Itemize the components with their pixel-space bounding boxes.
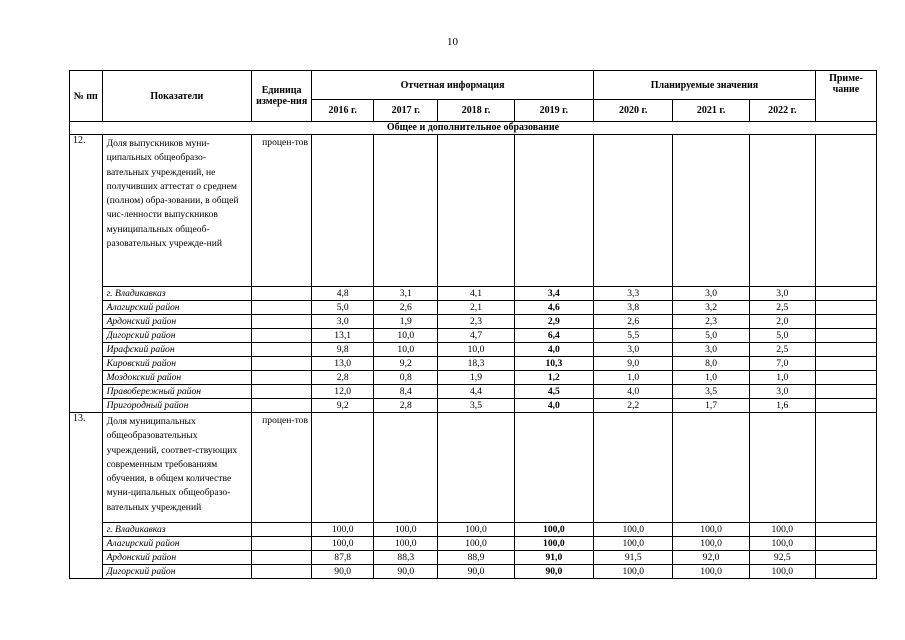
header-num: № пп [70, 71, 103, 122]
district-name: Ирафский район [102, 343, 252, 357]
district-unit-cell [252, 523, 312, 537]
value-cell: 18,3 [438, 357, 514, 371]
indicator-unit: процен-тов [252, 135, 312, 287]
district-name: Кировский район [102, 357, 252, 371]
empty-cell [374, 135, 438, 287]
value-cell: 2,9 [514, 315, 593, 329]
value-cell: 100,0 [749, 523, 815, 537]
value-cell: 3,0 [749, 287, 815, 301]
value-cell: 3,0 [594, 343, 673, 357]
value-cell: 2,0 [749, 315, 815, 329]
value-cell: 3,5 [673, 385, 749, 399]
value-cell: 1,0 [594, 371, 673, 385]
note-cell [815, 357, 876, 371]
value-cell: 9,2 [374, 357, 438, 371]
note-cell [815, 329, 876, 343]
district-row [70, 329, 877, 343]
value-cell: 8,4 [374, 385, 438, 399]
value-cell: 2,8 [374, 399, 438, 413]
note-cell [815, 399, 876, 413]
section-row [70, 122, 877, 135]
header-year: 2018 г. [438, 100, 514, 122]
district-unit-cell [252, 399, 312, 413]
empty-cell [749, 413, 815, 523]
value-cell: 1,0 [749, 371, 815, 385]
district-name: Ардонский район [102, 551, 252, 565]
value-cell: 87,8 [312, 551, 374, 565]
value-cell: 3,4 [514, 287, 593, 301]
district-name: г. Владикавказ [102, 287, 252, 301]
district-row [70, 343, 877, 357]
empty-cell [815, 135, 876, 287]
value-cell: 5,0 [312, 301, 374, 315]
header-note: Приме-чание [815, 71, 876, 122]
value-cell: 100,0 [438, 523, 514, 537]
district-name: Правобережный район [102, 385, 252, 399]
empty-cell [749, 135, 815, 287]
value-cell: 10,0 [374, 329, 438, 343]
value-cell: 13,1 [312, 329, 374, 343]
empty-cell [594, 135, 673, 287]
value-cell: 2,3 [673, 315, 749, 329]
district-name: Алагирский район [102, 301, 252, 315]
value-cell: 0,8 [374, 371, 438, 385]
value-cell: 100,0 [312, 537, 374, 551]
value-cell: 3,2 [673, 301, 749, 315]
value-cell: 91,0 [514, 551, 593, 565]
value-cell: 10,3 [514, 357, 593, 371]
value-cell: 4,1 [438, 287, 514, 301]
indicator-row [70, 413, 877, 523]
district-row [70, 523, 877, 537]
header-year: 2017 г. [374, 100, 438, 122]
value-cell: 3,0 [673, 343, 749, 357]
value-cell: 10,0 [438, 343, 514, 357]
header-year: 2016 г. [312, 100, 374, 122]
district-name: Алагирский район [102, 537, 252, 551]
value-cell: 3,0 [749, 385, 815, 399]
value-cell: 88,9 [438, 551, 514, 565]
indicator-number: 13. [70, 413, 103, 579]
value-cell: 4,8 [312, 287, 374, 301]
value-cell: 2,1 [438, 301, 514, 315]
district-unit-cell [252, 537, 312, 551]
indicator-description: Доля выпускников муни-ципальных общеобразо-вательных учреждений, не получивших аттестат о среднем (полном) обра-зовании, в общей чис-ленности выпускников муниципальных общеоб-разовательных учрежде-ний [102, 135, 252, 287]
value-cell: 1,6 [749, 399, 815, 413]
empty-cell [438, 413, 514, 523]
empty-cell [815, 413, 876, 523]
page-number: 10 [447, 36, 458, 48]
district-unit-cell [252, 385, 312, 399]
district-row [70, 385, 877, 399]
value-cell: 90,0 [374, 565, 438, 579]
section-title: Общее и дополнительное образование [70, 122, 877, 135]
indicator-unit: процен-тов [252, 413, 312, 523]
value-cell: 1,2 [514, 371, 593, 385]
note-cell [815, 371, 876, 385]
value-cell: 5,0 [749, 329, 815, 343]
empty-cell [312, 135, 374, 287]
empty-cell [438, 135, 514, 287]
empty-cell [374, 413, 438, 523]
note-cell [815, 343, 876, 357]
value-cell: 100,0 [514, 537, 593, 551]
indicator-number: 12. [70, 135, 103, 413]
value-cell: 100,0 [312, 523, 374, 537]
district-unit-cell [252, 357, 312, 371]
district-unit-cell [252, 551, 312, 565]
empty-cell [312, 413, 374, 523]
value-cell: 3,0 [312, 315, 374, 329]
district-row [70, 399, 877, 413]
value-cell: 4,0 [594, 385, 673, 399]
empty-cell [514, 135, 593, 287]
indicators-table [69, 70, 877, 579]
value-cell: 2,8 [312, 371, 374, 385]
indicator-row [70, 135, 877, 287]
value-cell: 2,6 [594, 315, 673, 329]
value-cell: 10,0 [374, 343, 438, 357]
empty-cell [514, 413, 593, 523]
empty-cell [594, 413, 673, 523]
value-cell: 5,5 [594, 329, 673, 343]
value-cell: 1,7 [673, 399, 749, 413]
empty-cell [673, 135, 749, 287]
value-cell: 100,0 [749, 565, 815, 579]
value-cell: 12,0 [312, 385, 374, 399]
value-cell: 90,0 [514, 565, 593, 579]
district-unit-cell [252, 287, 312, 301]
note-cell [815, 523, 876, 537]
district-unit-cell [252, 565, 312, 579]
note-cell [815, 565, 876, 579]
note-cell [815, 385, 876, 399]
value-cell: 92,5 [749, 551, 815, 565]
value-cell: 100,0 [673, 537, 749, 551]
value-cell: 9,2 [312, 399, 374, 413]
value-cell: 3,5 [438, 399, 514, 413]
header-year: 2019 г. [514, 100, 593, 122]
value-cell: 3,1 [374, 287, 438, 301]
district-unit-cell [252, 329, 312, 343]
district-row [70, 371, 877, 385]
value-cell: 5,0 [673, 329, 749, 343]
value-cell: 1,0 [673, 371, 749, 385]
value-cell: 3,0 [673, 287, 749, 301]
note-cell [815, 537, 876, 551]
value-cell: 2,5 [749, 301, 815, 315]
value-cell: 9,0 [594, 357, 673, 371]
header-unit: Единица измере-ния [252, 71, 312, 122]
value-cell: 2,6 [374, 301, 438, 315]
district-row [70, 357, 877, 371]
value-cell: 1,9 [438, 371, 514, 385]
district-row [70, 287, 877, 301]
header-planned: Планируемые значения [594, 71, 816, 100]
value-cell: 13,0 [312, 357, 374, 371]
value-cell: 100,0 [374, 537, 438, 551]
value-cell: 1,9 [374, 315, 438, 329]
district-name: Дигорский район [102, 329, 252, 343]
header-indicator: Показатели [102, 71, 252, 122]
value-cell: 4,0 [514, 343, 593, 357]
value-cell: 100,0 [673, 523, 749, 537]
value-cell: 6,4 [514, 329, 593, 343]
note-cell [815, 287, 876, 301]
value-cell: 2,3 [438, 315, 514, 329]
district-name: Моздокский район [102, 371, 252, 385]
header-year: 2022 г. [749, 100, 815, 122]
value-cell: 88,3 [374, 551, 438, 565]
value-cell: 100,0 [594, 523, 673, 537]
district-row [70, 565, 877, 579]
value-cell: 3,8 [594, 301, 673, 315]
value-cell: 4,4 [438, 385, 514, 399]
value-cell: 2,5 [749, 343, 815, 357]
district-name: г. Владикавказ [102, 523, 252, 537]
empty-cell [673, 413, 749, 523]
value-cell: 100,0 [594, 537, 673, 551]
value-cell: 90,0 [312, 565, 374, 579]
district-name: Пригородный район [102, 399, 252, 413]
district-row [70, 301, 877, 315]
value-cell: 92,0 [673, 551, 749, 565]
value-cell: 4,5 [514, 385, 593, 399]
district-unit-cell [252, 315, 312, 329]
district-unit-cell [252, 343, 312, 357]
value-cell: 100,0 [374, 523, 438, 537]
value-cell: 100,0 [749, 537, 815, 551]
district-unit-cell [252, 371, 312, 385]
district-unit-cell [252, 301, 312, 315]
value-cell: 90,0 [438, 565, 514, 579]
value-cell: 100,0 [514, 523, 593, 537]
district-row [70, 537, 877, 551]
value-cell: 4,0 [514, 399, 593, 413]
district-name: Ардонский район [102, 315, 252, 329]
value-cell: 4,7 [438, 329, 514, 343]
value-cell: 91,5 [594, 551, 673, 565]
value-cell: 100,0 [594, 565, 673, 579]
value-cell: 100,0 [438, 537, 514, 551]
indicator-description: Доля муниципальных общеобразовательных учреждений, соответ-ствующих современным требованиям обучения, в общем количестве муни-ципальных общеобразо-вательных учреждений [102, 413, 252, 523]
note-cell [815, 315, 876, 329]
value-cell: 7,0 [749, 357, 815, 371]
value-cell: 8,0 [673, 357, 749, 371]
header-year: 2021 г. [673, 100, 749, 122]
value-cell: 2,2 [594, 399, 673, 413]
value-cell: 100,0 [673, 565, 749, 579]
district-name: Дигорский район [102, 565, 252, 579]
value-cell: 4,6 [514, 301, 593, 315]
note-cell [815, 551, 876, 565]
district-row [70, 551, 877, 565]
district-row [70, 315, 877, 329]
value-cell: 3,3 [594, 287, 673, 301]
header-reported: Отчетная информация [312, 71, 594, 100]
header-year: 2020 г. [594, 100, 673, 122]
value-cell: 9,8 [312, 343, 374, 357]
note-cell [815, 301, 876, 315]
